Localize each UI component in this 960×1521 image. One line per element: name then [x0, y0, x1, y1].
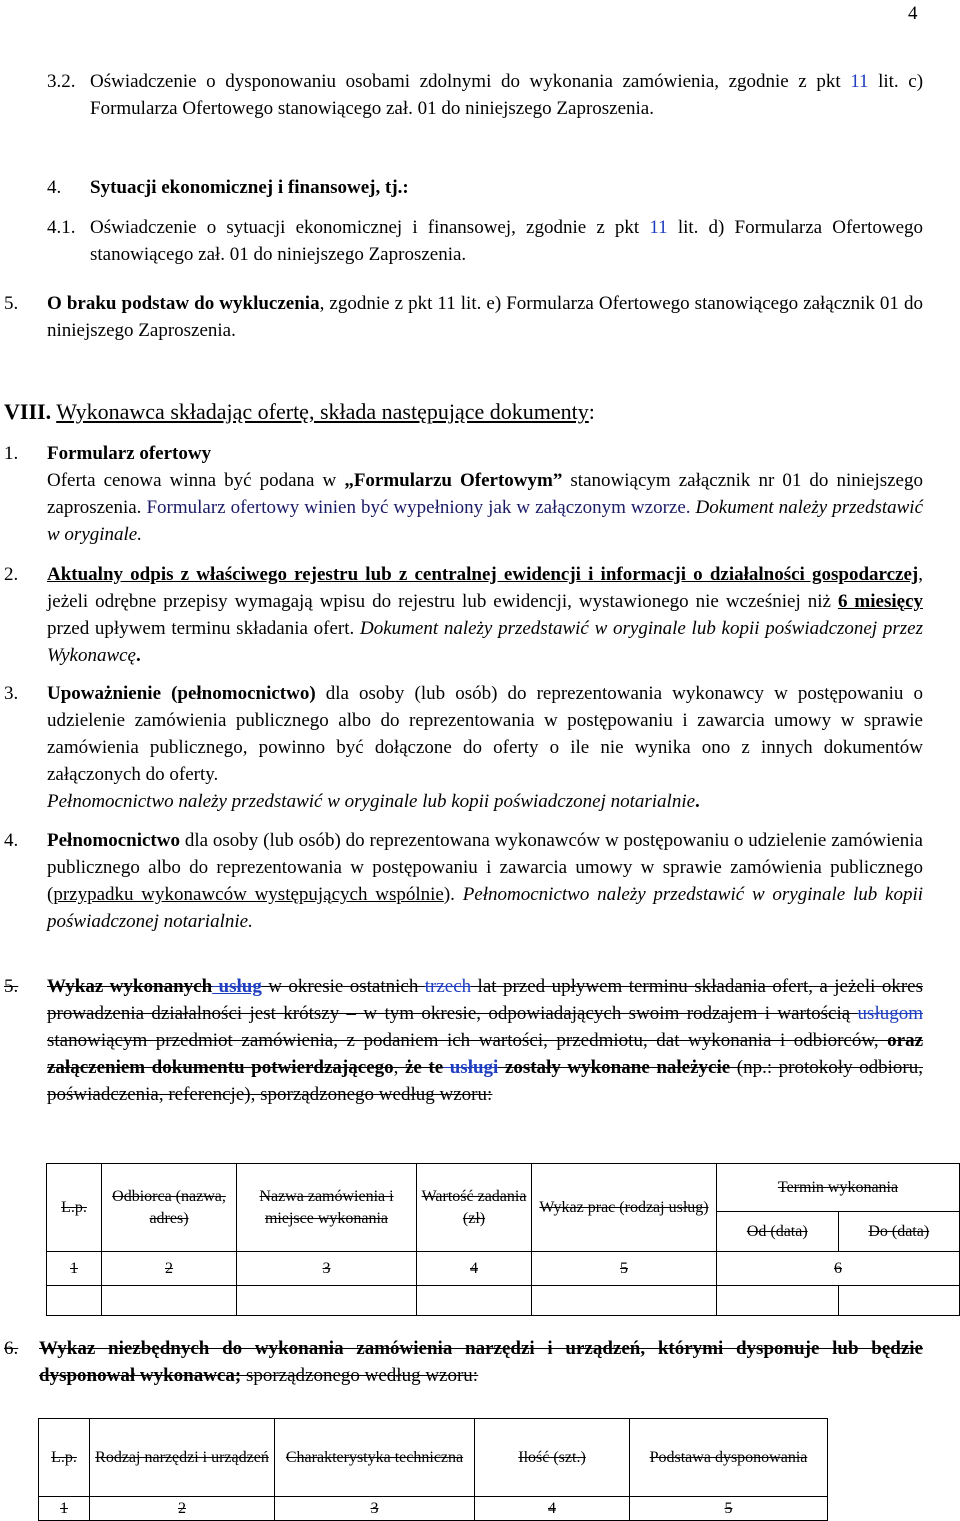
col-value: Wartość zadania (zł) — [417, 1164, 532, 1252]
item-body: Aktualny odpis z właściwego rejestru lub z centralnej ewidencji i informacji o działalności gospodarczej, jeżeli odrębne przepisy wymagają wpisu do rejestru lub ewidencji, wystawionego nie wcześniej niż 6 miesięcy przed upływem terminu składania ofert. Dokument należy przedstawić w oryginale lub kopii poświadczonej przez Wykonawcę. — [47, 564, 924, 666]
doc-2 — [4, 561, 923, 669]
chapter-viii: VIII. Wykonawca składając ofertę, składa następujące dokumenty: — [4, 399, 595, 424]
page-number: 4 — [908, 3, 918, 24]
col-lp: L.p. — [39, 1419, 90, 1497]
doc-3 — [4, 680, 923, 815]
item-body: Wykaz wykonanych usług w okresie ostatnich trzech lat przed upływem terminu składania ofert, a jeżeli okres prowadzenia działalności jest krótszy – w tym okresie, odpowiadających swoim rodzajem i wartością usługom stanowiącym przedmiot zamówienia, z podaniem ich wartości, przedmiotu, dat wykonania i odbiorców, oraz załączeniem dokumentu potwierdzającego, że te usługi zostały wykonane należycie (np.: protokoły odbioru, poświadczenia, referencje), sporządzonego według wzoru: — [47, 976, 924, 1105]
col-recipient: Odbiorca (nazwa, adres) — [102, 1164, 237, 1252]
item-body: Upoważnienie (pełnomocnictwo) dla osoby (lub osób) do reprezentowania wykonawcy w postępowaniu o udzielenie zamówienia publicznego albo do reprezentowania w postępowaniu i zawarcia umowy w sprawie zamówienia publicznego, powinno być dołączone do oferty o ile nie wynika ono z innych dokumentów załączonych do oferty. Pełnomocnictwo należy przedstawić w oryginale lub kopii poświadczonej notarialnie. — [47, 683, 923, 812]
services-table — [46, 1163, 960, 1316]
item-number: 3. — [4, 683, 19, 704]
chapter-title: Wykonawca składając ofertę, składa następujące dokumenty — [56, 399, 589, 424]
section-3-2 — [47, 68, 923, 122]
item-number: 5. — [4, 976, 19, 997]
item-body: Pełnomocnictwo dla osoby (lub osób) do reprezentowana wykonawców w postępowaniu o udzielenie zamówienia publicznego albo do reprezentowania w postępowaniu i zawarcia umowy w sprawie zamówienia publicznego (przypadku wykonawców występujących wspólnie). Pełnomocnictwo należy przedstawić w oryginale lub kopii poświadczonej notarialnie. — [47, 830, 923, 932]
section-body: Oświadczenie o sytuacji ekonomicznej i finansowej, zgodnie z pkt 11 lit. d) Formularza Ofertowego stanowiącego zał. 01 do niniejszego Zaproszenia. — [90, 217, 924, 265]
num-cell: 2 — [90, 1497, 275, 1521]
section-4-1 — [47, 214, 923, 268]
section-number: 4.1. — [47, 217, 76, 238]
col-from: Od (data) — [717, 1212, 839, 1252]
item-body: Wykaz niezbędnych do wykonania zamówienia narzędzi i urządzeń, którymi dysponuje lub będzie dysponował wykonawca; sporządzonego według wzoru: — [39, 1338, 923, 1386]
section-number: 4. — [47, 177, 62, 198]
num-cell: 2 — [102, 1252, 237, 1286]
col-lp: L.p. — [47, 1164, 102, 1252]
col-order-name: Nazwa zamówienia i miejsce wykonania — [237, 1164, 417, 1252]
section-4 — [47, 174, 923, 201]
col-tool-type: Rodzaj narzędzi i urządzeń — [90, 1419, 275, 1497]
col-specs: Charakterystyka techniczna — [275, 1419, 475, 1497]
col-work-list: Wykaz prac (rodzaj usług) — [532, 1164, 717, 1252]
num-cell: 4 — [475, 1497, 630, 1521]
num-cell: 6 — [717, 1252, 960, 1286]
col-term: Termin wykonania — [717, 1164, 960, 1212]
num-cell: 3 — [237, 1252, 417, 1286]
section-number: 3.2. — [47, 71, 76, 92]
col-quantity: Ilość (szt.) — [475, 1419, 630, 1497]
item-number: 4. — [4, 830, 19, 851]
num-cell: 5 — [630, 1497, 828, 1521]
item-body: Formularz ofertowy Oferta cenowa winna być podana w „Formularzu Ofertowym” stanowiącym załącznik nr 01 do niniejszego zaproszenia. Formularz ofertowy winien być wypełniony jak w załączonym wzorze. Dokument należy przedstawić w oryginale. — [47, 440, 923, 548]
col-to: Do (data) — [838, 1212, 960, 1252]
section-number: 5. — [4, 293, 19, 314]
doc-1 — [4, 440, 923, 548]
item-title: Formularz ofertowy — [47, 443, 212, 464]
col-basis: Podstawa dysponowania — [630, 1419, 828, 1497]
tools-table — [38, 1418, 828, 1521]
section-body: O braku podstaw do wykluczenia, zgodnie z pkt 11 lit. e) Formularza Ofertowego stanowiącego załącznik 01 do niniejszego Zaproszenia. — [47, 293, 923, 341]
num-cell: 5 — [532, 1252, 717, 1286]
doc-5 — [4, 973, 923, 1108]
item-number: 1. — [4, 443, 19, 464]
num-cell: 4 — [417, 1252, 532, 1286]
item-number: 2. — [4, 564, 19, 585]
pkt-ref: 11 — [850, 71, 869, 92]
section-body: Oświadczenie o dysponowaniu osobami zdolnymi do wykonania zamówienia, zgodnie z pkt 11 lit. c) Formularza Ofertowego stanowiącego zał. 01 do niniejszego Zaproszenia. — [90, 71, 924, 119]
num-cell: 3 — [275, 1497, 475, 1521]
item-number: 6. — [4, 1338, 19, 1359]
doc-4 — [4, 827, 923, 935]
doc-6 — [4, 1335, 923, 1389]
num-cell: 1 — [39, 1497, 90, 1521]
section-title: Sytuacji ekonomicznej i finansowej, tj.: — [90, 177, 409, 198]
chapter-number: VIII. — [4, 399, 52, 424]
pkt-ref: 11 — [649, 217, 668, 238]
num-cell: 1 — [47, 1252, 102, 1286]
section-5 — [4, 290, 923, 344]
